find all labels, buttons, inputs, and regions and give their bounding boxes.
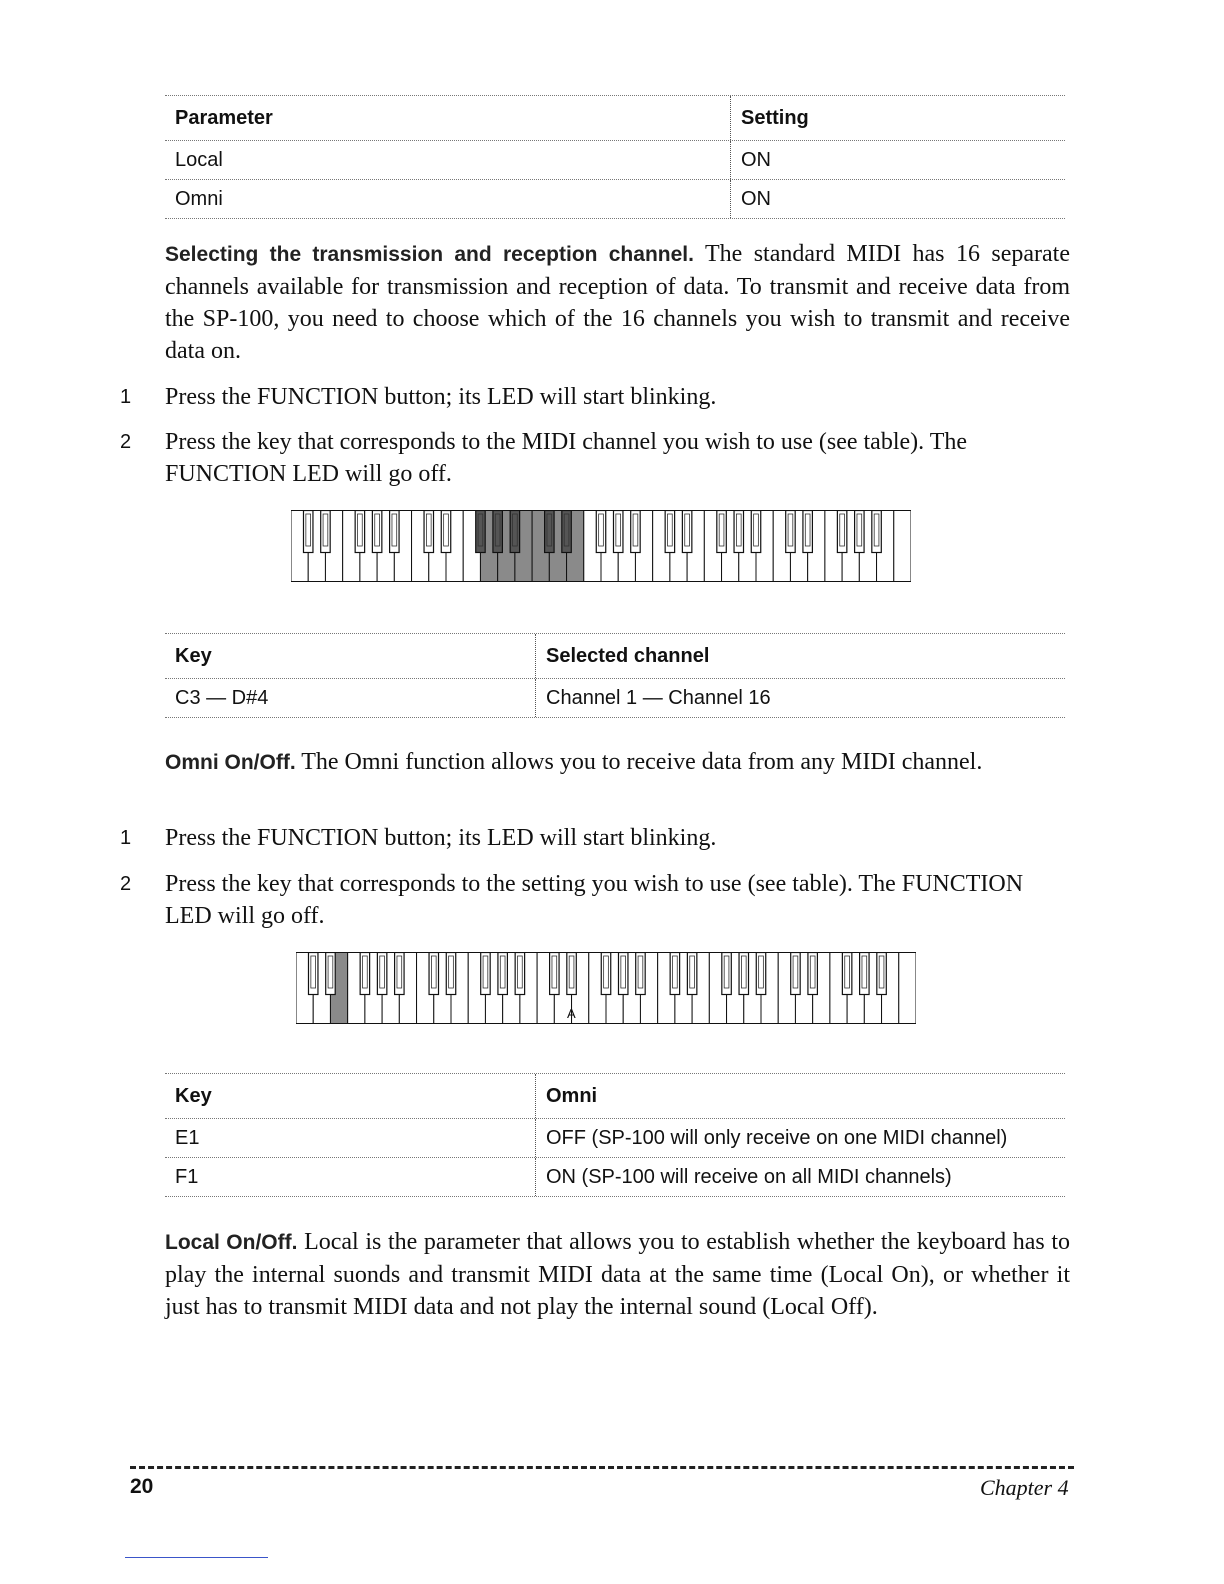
column-header: Key [175,1084,212,1107]
column-header: Omni [535,1074,1065,1118]
table-header [165,96,1065,141]
step-item [120,868,1075,932]
step-text: Press the FUNCTION button; its LED will start blinking. [165,384,717,410]
step-number: 1 [120,827,132,849]
chapter-label: Chapter 4 [980,1475,1069,1500]
table-cell: ON [730,180,1065,218]
table-cell: ON (SP-100 will receive on all MIDI channels) [535,1158,1065,1196]
table-cell: ON [730,141,1065,179]
omni-paragraph [165,746,1070,779]
table-cell: F1 [175,1165,199,1188]
keyboard-diagram-channels [291,510,911,582]
step-item [120,381,1075,413]
table-header [165,634,1065,679]
column-header: Key [175,644,212,667]
step-text: Press the FUNCTION button; its LED will start blinking. [165,825,717,851]
step-number: 1 [120,386,132,408]
keyboard-diagram-omni [296,952,916,1024]
footer-divider [130,1466,1074,1469]
section-lead: Selecting the transmission and reception channel. [165,243,694,266]
local-paragraph [165,1226,1070,1323]
column-header: Selected channel [535,634,1065,678]
step-item [120,822,1075,854]
step-text: Press the key that corresponds to the setting you wish to use (see table). The FUNCTION LED will go off. [165,871,1024,929]
omni-table [165,1073,1065,1197]
step-number: 2 [120,873,132,895]
table-cell: E1 [175,1126,200,1149]
table-row [165,141,1065,180]
middle-a-marker: A [567,1006,576,1021]
step-number: 2 [120,431,132,453]
section-text: Local is the parameter that allows you to establish whether the keyboard has to play the internal suonds and transmit MIDI data at the same time (Local On), or whether it just has to transmit MIDI data and not play the internal sound (Local Off). [165,1229,1070,1320]
table-row [165,1119,1065,1158]
decorative-line [125,1557,268,1558]
white-key [894,511,911,582]
parameter-table [165,95,1065,219]
table-cell: Omni [175,187,223,210]
column-header: Setting [730,96,1065,140]
table-cell: OFF (SP-100 will only receive on one MIDI channel) [535,1119,1065,1157]
column-header: Parameter [175,106,273,129]
section-lead: Omni On/Off. [165,751,296,774]
section-text: The Omni function allows you to receive data from any MIDI channel. [295,749,983,775]
white-key [899,953,916,1024]
step-text: Press the key that corresponds to the MIDI channel you wish to use (see table). The FUNCTION LED will go off. [165,429,968,487]
table-header [165,1074,1065,1119]
channel-table [165,633,1065,718]
table-row [165,679,1065,718]
section-text: The standard MIDI has 16 separate channels available for transmission and reception of data. To transmit and receive data from the SP-100, you need to choose which of the 16 channels you wish to transmit and receive data on. [165,241,1070,364]
table-cell: Local [175,148,223,171]
table-row [165,1158,1065,1197]
table-row [165,180,1065,219]
table-cell: Channel 1 — Channel 16 [535,679,1065,717]
step-item [120,426,1075,490]
channel-selection-paragraph [165,238,1070,367]
table-cell: C3 — D#4 [175,686,269,709]
section-lead: Local On/Off. [165,1231,298,1254]
page-number: 20 [130,1475,154,1498]
